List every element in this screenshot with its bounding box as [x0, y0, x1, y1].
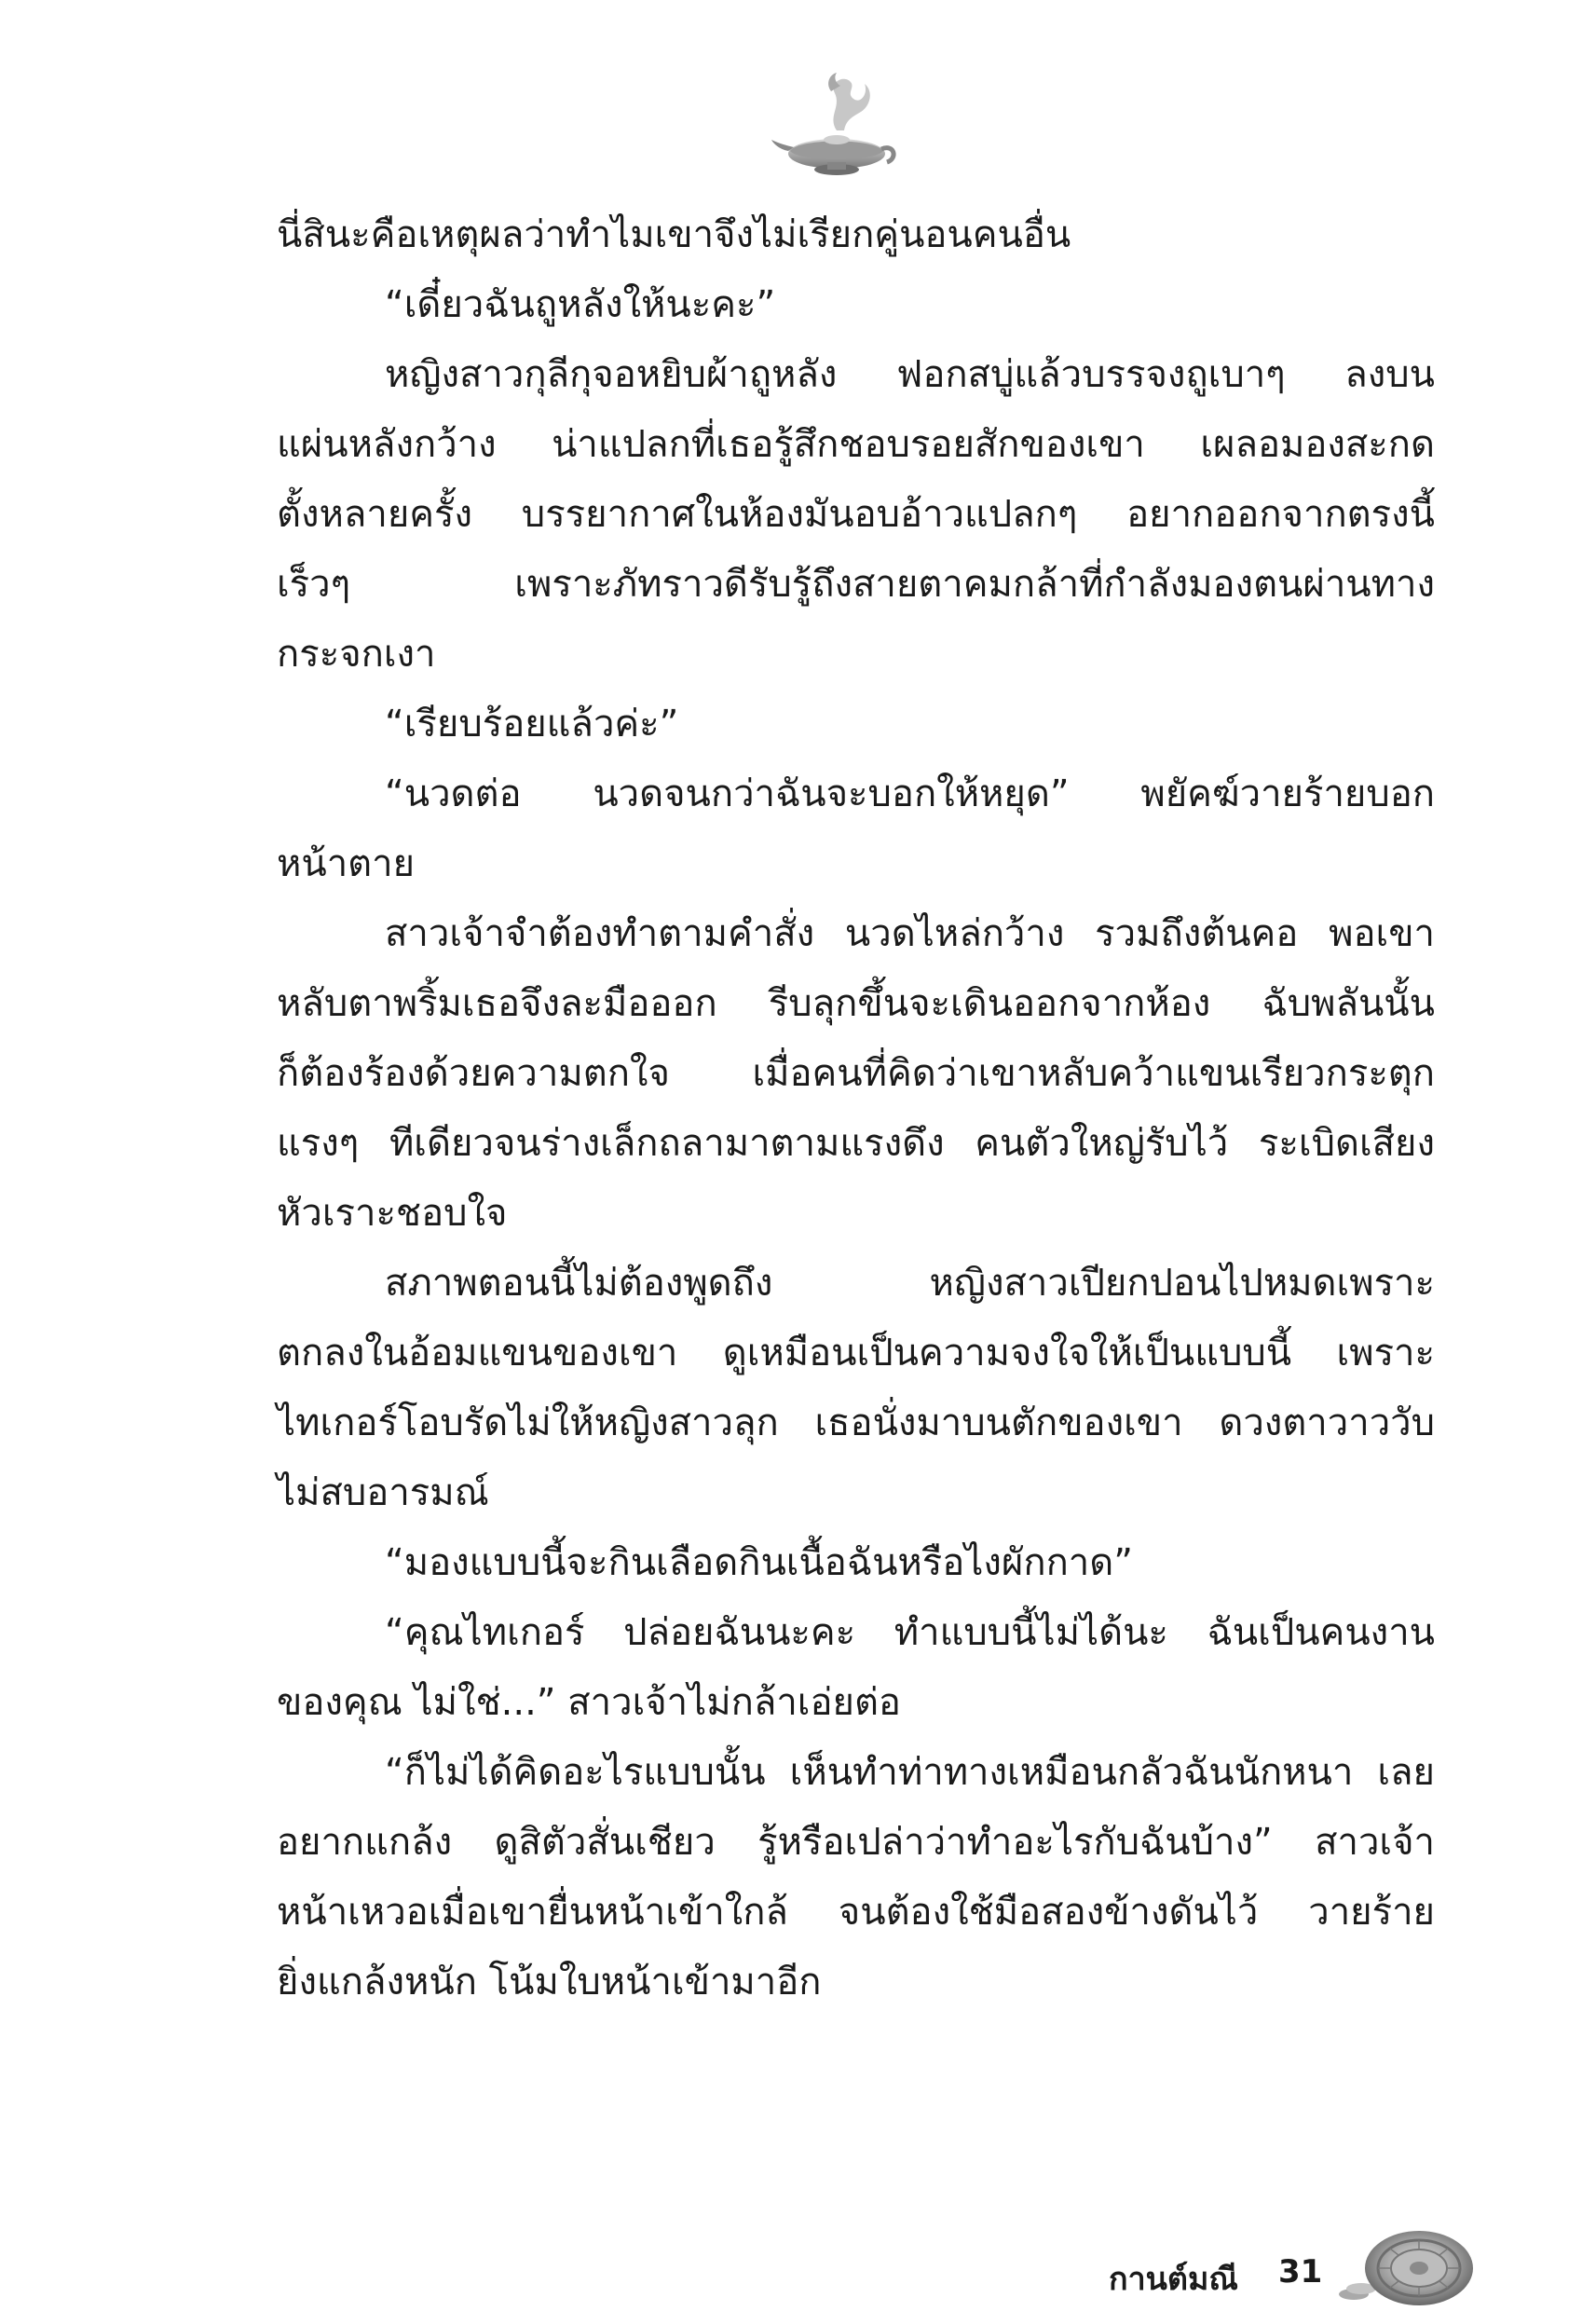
text-line: ยิ่งแกล้งหนัก โน้มใบหน้าเข้ามาอีก — [277, 1961, 822, 2003]
text-line: หลับตาพริ้มเธอจึงละมือออก รีบลุกขึ้นจะเดินออกจากห้อง ฉับพลันนั้น — [277, 982, 1435, 1025]
text-line: “เรียบร้อยแล้วค่ะ” — [385, 703, 679, 745]
text-line: ไทเกอร์โอบรัดไม่ให้หญิงสาวลุก เธอนั่งมาบนตักของเขา ดวงตาวาววับ — [277, 1402, 1435, 1444]
genie-lamp-icon — [771, 65, 902, 186]
text-line: “คุณไทเกอร์ ปล่อยฉันนะคะ ทำแบบนี้ไม่ได้นะ ฉันเป็นคนงาน — [385, 1611, 1435, 1654]
text-line: สภาพตอนนี้ไม่ต้องพูดถึง หญิงสาวเปียกปอนไปหมดเพราะ — [385, 1262, 1435, 1305]
text-line: “มองแบบนี้จะกินเลือดกินเนื้อฉันหรือไงผักกาด” — [385, 1541, 1133, 1584]
page-number: 31 — [1278, 2253, 1323, 2290]
text-line: “นวดต่อ นวดจนกว่าฉันจะบอกให้หยุด” พยัคฆ์วายร้ายบอก — [385, 773, 1435, 815]
text-line: ของคุณ ไม่ใช่...” สาวเจ้าไม่กล้าเอ่ยต่อ — [277, 1681, 901, 1724]
text-line: ตั้งหลายครั้ง บรรยากาศในห้องมันอบอ้าวแปลกๆ อยากออกจากตรงนี้ — [277, 493, 1435, 536]
text-line: หญิงสาวกุลีกุจอหยิบผ้าถูหลัง ฟอกสบู่แล้วบรรจงถูเบาๆ ลงบน — [385, 353, 1435, 396]
text-line: “เดี๋ยวฉันถูหลังให้นะคะ” — [385, 283, 776, 326]
text-line: อยากแกล้ง ดูสิตัวสั่นเชียว รู้หรือเปล่าว่าทำอะไรกับฉันบ้าง” สาวเจ้า — [277, 1821, 1435, 1864]
text-line: แรงๆ ทีเดียวจนร่างเล็กถลามาตามแรงดึง คนตัวใหญ่รับไว้ ระเบิดเสียง — [277, 1122, 1435, 1165]
page-footer — [1071, 2227, 1500, 2311]
text-line: นี่สินะคือเหตุผลว่าทำไมเขาจึงไม่เรียกคู่นอนคนอื่น — [277, 213, 1071, 256]
book-title: กานต์มณี — [1109, 2261, 1238, 2298]
text-line: หน้าตาย — [277, 842, 416, 885]
text-line: เร็วๆ เพราะภัทราวดีรับรู้ถึงสายตาคมกล้าที่กำลังมองตนผ่านทาง — [277, 563, 1435, 606]
text-line: ไม่สบอารมณ์ — [277, 1471, 489, 1514]
text-line: ตกลงในอ้อมแขนของเขา ดูเหมือนเป็นความจงใจให้เป็นแบบนี้ เพราะ — [277, 1332, 1435, 1374]
text-line: สาวเจ้าจำต้องทำตามคำสั่ง นวดไหล่กว้าง รวมถึงต้นคอ พอเขา — [385, 912, 1435, 955]
text-line: ก็ต้องร้องด้วยความตกใจ เมื่อคนที่คิดว่าเขาหลับคว้าแขนเรียวกระตุก — [277, 1052, 1435, 1095]
text-line: หัวเราะชอบใจ — [277, 1192, 508, 1235]
text-line: แผ่นหลังกว้าง น่าแปลกที่เธอรู้สึกชอบรอยสักของเขา เผลอมองสะกด — [277, 423, 1435, 466]
body-text — [277, 200, 1435, 2017]
roulette-wheel-icon — [1337, 2227, 1477, 2311]
text-line: กระจกเงา — [277, 633, 436, 676]
text-line: หน้าเหวอเมื่อเขายื่นหน้าเข้าใกล้ จนต้องใช้มือสองข้างดันไว้ วายร้าย — [277, 1891, 1435, 1934]
text-line: “ก็ไม่ได้คิดอะไรแบบนั้น เห็นทำท่าทางเหมือนกลัวฉันนักหนา เลย — [385, 1751, 1435, 1794]
